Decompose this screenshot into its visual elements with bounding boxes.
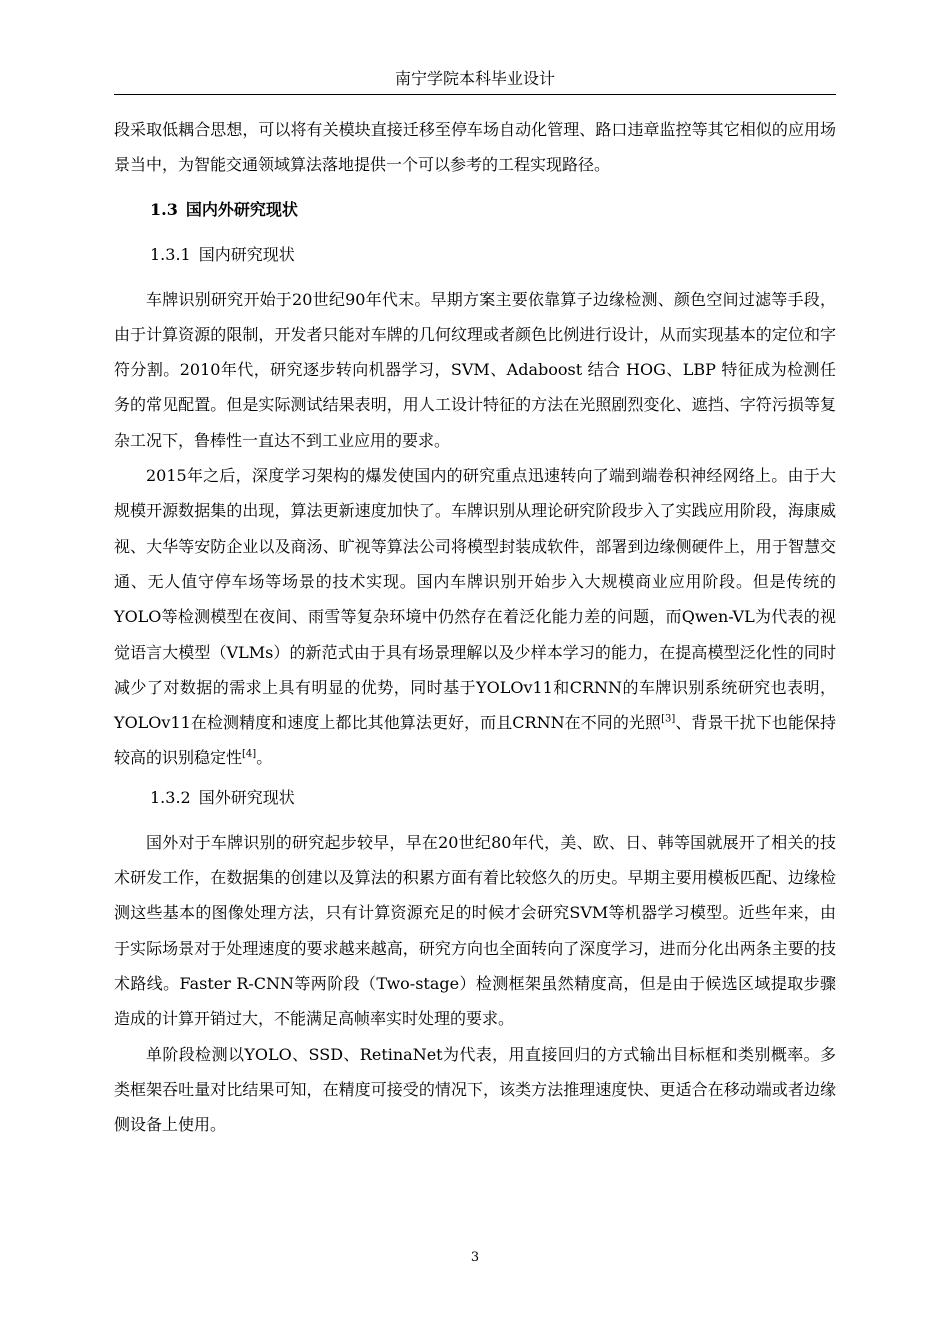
citation-ref: [3] (661, 713, 676, 725)
citation-ref: [4] (242, 749, 257, 761)
subsection-number: 1.3.1 (150, 244, 191, 264)
paragraph-domestic-deep-learning (114, 458, 836, 776)
page-number: 3 (470, 1250, 480, 1265)
subsection-title: 国内研究现状 (198, 244, 295, 264)
subsection-title: 国外研究现状 (198, 787, 295, 807)
subsection-heading-1-3-2 (114, 780, 836, 815)
paragraph-continuation: 段采取低耦合思想，可以将有关模块直接迁移至停车场自动化管理、路口违章监控等其它相似的应用场景当中，为智能交通领域算法落地提供一个可以参考的工程实现路径。 (114, 120, 836, 175)
subsection-heading-1-3-1 (114, 237, 836, 272)
subsection-number: 1.3.2 (150, 787, 191, 807)
page-header: 南宁学院本科毕业设计 (114, 66, 836, 95)
section-number: 1.3 (150, 199, 178, 219)
paragraph-text: 2015年之后，深度学习架构的爆发使国内的研究重点迅速转向了端到端卷积神经网络上。由于大规模开源数据集的出现，算法更新速度加快了。车牌识别从理论研究阶段步入了实践应用阶段，海康威视、大华等安防企业以及商汤、旷视等算法公司将模型封装成软件，部署到边缘侧硬件上，用于智慧交通、无人值守停车场等场景的技术实现。国内车牌识别开始步入大规模商业应用阶段。但是传统的YOLO等检测模型在夜间、雨雪等复杂环境中仍然存在着泛化能力差的问题，而Qwen-VL为代表的视觉语言大模型（VLMs）的新范式由于具有场景理解以及少样本学习的能力，在提高模型泛化性的同时减少了对数据的需求上具有明显的优势，同时基于YOLOv11和CRNN的车牌识别系统研究也表明，YOLOv11在检测精度和速度上都比其他算法更好，而且CRNN在不同的光照 (114, 466, 836, 733)
paragraph-foreign-single-stage: 单阶段检测以YOLO、SSD、RetinaNet为代表，用直接回归的方式输出目标框和类别概率。多类框架吞吐量对比结果可知，在精度可接受的情况下，该类方法推理速度快、更适合在移动端或者边缘侧设备上使用。 (114, 1044, 836, 1135)
paragraph-text: 、背景干扰下也能保持较高的识别稳定性 (114, 713, 836, 768)
paragraph-text: 。 (256, 748, 273, 768)
paragraph-foreign-history: 国外对于车牌识别的研究起步较早，早在20世纪80年代，美、欧、日、韩等国就展开了相关的技术研发工作，在数据集的创建以及算法的积累方面有着比较悠久的历史。早期主要用模板匹配、边缘检测这些基本的图像处理方法，只有计算资源充足的时候才会研究SVM等机器学习模型。近些年来，由于实际场景对于处理速度的要求越来越高，研究方向也全面转向了深度学习，进而分化出两条主要的技术路线。Faster R-CNN等两阶段（Two-stage）检测框架虽然精度高，但是由于候选区域提取步骤造成的计算开销过大，不能满足高帧率实时处理的要求。 (114, 832, 836, 1029)
page-body (114, 112, 836, 1142)
section-title: 国内外研究现状 (185, 199, 298, 219)
paragraph-domestic-early: 车牌识别研究开始于20世纪90年代末。早期方案主要依靠算子边缘检测、颜色空间过滤等手段，由于计算资源的限制，开发者只能对车牌的几何纹理或者颜色比例进行设计，从而实现基本的定位和字符分割。2010年代，研究逐步转向机器学习，SVM、Adaboost 结合 HOG、LBP 特征成为检测任务的常见配置。但是实际测试结果表明，用人工设计特征的方法在光照剧烈变化、遮挡、字符污损等复杂工况下，鲁棒性一直达不到工业应用的要求。 (114, 289, 836, 450)
section-heading-1-3 (114, 192, 836, 227)
